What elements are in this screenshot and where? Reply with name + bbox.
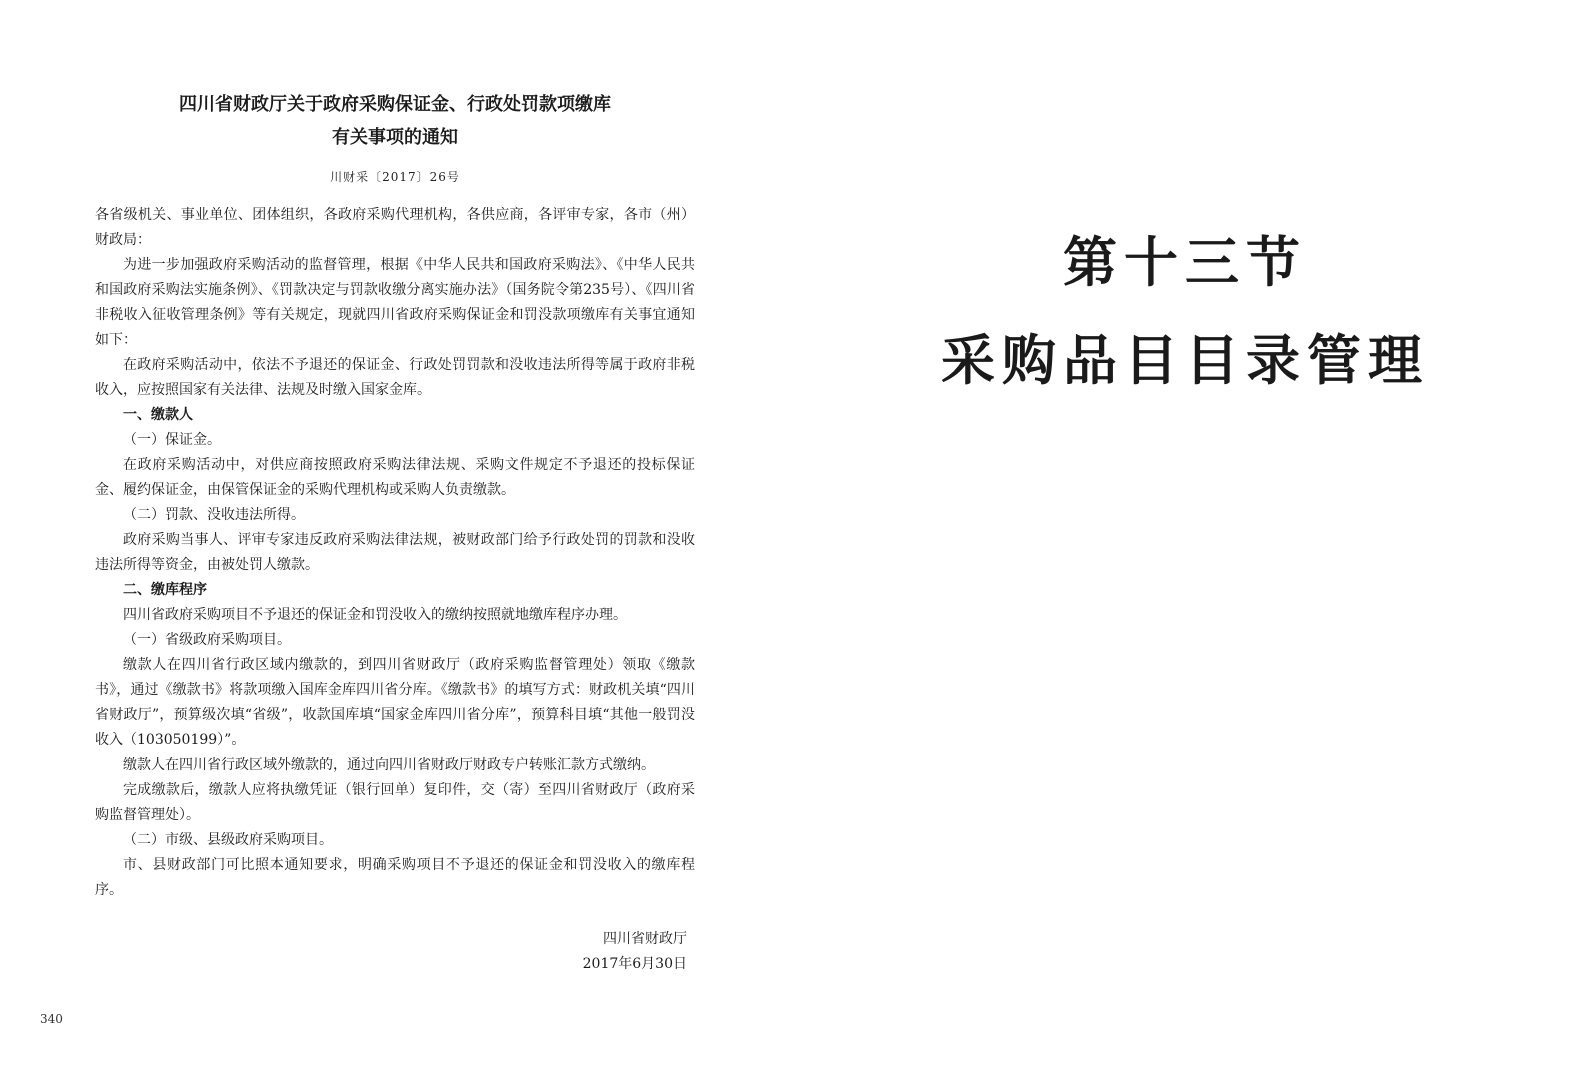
section2-sub1-text2: 缴款人在四川省行政区域外缴款的，通过向四川省财政厅财政专户转账汇款方式缴纳。 <box>123 757 655 773</box>
signature-block <box>95 927 695 977</box>
section1-sub1-heading: （一）保证金。 <box>123 432 221 448</box>
document-number: 川财采〔2017〕26号 <box>330 170 460 184</box>
section2-sub1-heading: （一）省级政府采购项目。 <box>123 632 291 648</box>
page-number: 340 <box>40 1012 63 1026</box>
preamble-paragraph: 在政府采购活动中，依法不予退还的保证金、行政处罚罚款和没收违法所得等属于政府非税收入，应按照国家有关法律、法规及时缴入国家金库。 <box>95 357 695 398</box>
section2-sub1-text3: 完成缴款后，缴款人应将执缴凭证（银行回单）复印件，交（寄）至四川省财政厅（政府采购监督管理处）。 <box>95 782 695 823</box>
section-title: 第十三节 <box>1063 230 1307 294</box>
signature-date: 2017年6月30日 <box>582 956 687 972</box>
addressee: 各省级机关、事业单位、团体组织，各政府采购代理机构，各供应商，各评审专家，各市（州）财政局： <box>95 207 695 248</box>
intro-paragraph: 为进一步加强政府采购活动的监督管理，根据《中华人民共和国政府采购法》、《中华人民共和国政府采购法实施条例》、《罚款决定与罚款收缴分离实施办法》（国务院令第235号）、《四川省非税收入征收管理条例》等有关规定，现就四川省政府采购保证金和罚没款项缴库有关事宜通知如下： <box>95 257 695 348</box>
section2-sub2-heading: （二）市级、县级政府采购项目。 <box>123 832 333 848</box>
section1-sub2-heading: （二）罚款、没收违法所得。 <box>123 507 305 523</box>
section2-sub2-text: 市、县财政部门可比照本通知要求，明确采购项目不予退还的保证金和罚没收入的缴库程序。 <box>95 857 695 898</box>
signature-organization: 四川省财政厅 <box>603 931 687 947</box>
section-subtitle: 采购品目目录管理 <box>941 328 1429 392</box>
section2-heading: 二、缴库程序 <box>123 582 207 598</box>
section2-sub1-text1: 缴款人在四川省行政区域内缴款的，到四川省财政厅（政府采购监督管理处）领取《缴款书》，通过《缴款书》将款项缴入国库金库四川省分库。《缴款书》的填写方式：财政机关填“四川省财政厅”，预算级次填“省级”，收款国库填“国家金库四川省分库”，预算科目填“其他一般罚没收入（103050199）”。 <box>95 657 695 748</box>
right-page <box>930 218 1440 404</box>
section1-sub2-text: 政府采购当事人、评审专家违反政府采购法律法规，被财政部门给予行政处罚的罚款和没收违法所得等资金，由被处罚人缴款。 <box>95 532 695 573</box>
section1-sub1-text: 在政府采购活动中，对供应商按照政府采购法律法规、采购文件规定不予退还的投标保证金、履约保证金，由保管保证金的采购代理机构或采购人负责缴款。 <box>95 457 695 498</box>
notice-title-line1: 四川省财政厅关于政府采购保证金、行政处罚款项缴库 <box>179 94 611 115</box>
left-page <box>95 88 695 977</box>
section2-text: 四川省政府采购项目不予退还的保证金和罚没收入的缴纳按照就地缴库程序办理。 <box>123 607 627 623</box>
section1-heading: 一、缴款人 <box>123 407 193 423</box>
notice-title <box>95 88 695 154</box>
notice-title-line2: 有关事项的通知 <box>332 127 458 148</box>
